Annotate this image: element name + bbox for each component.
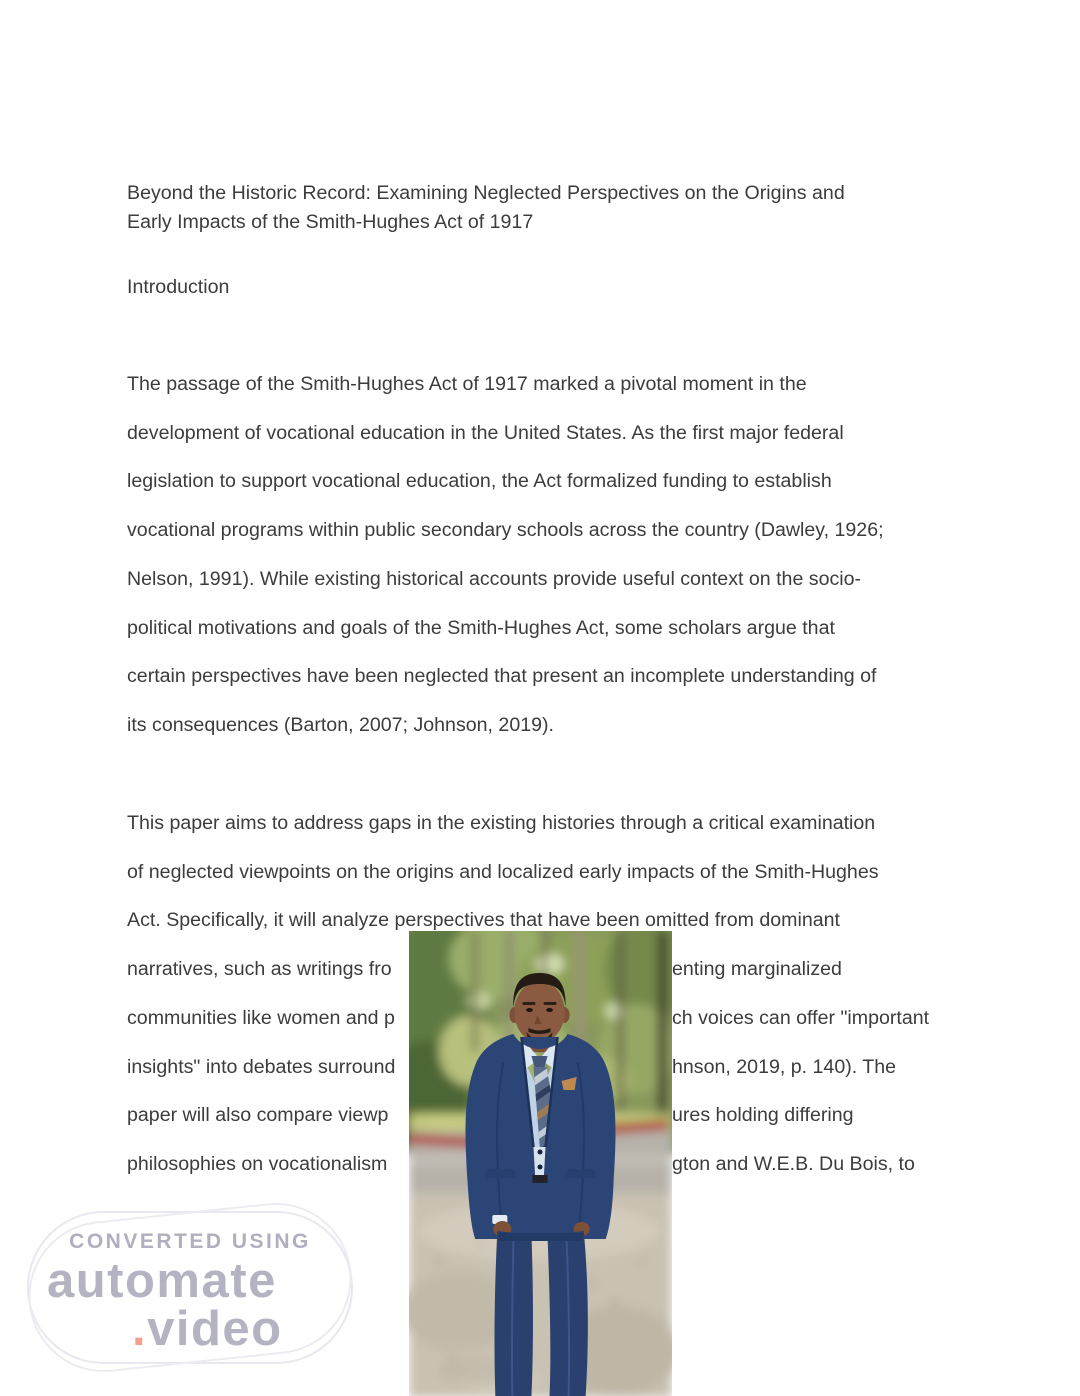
title-line-1: Beyond the Historic Record: Examining Neglected Perspectives on the Origins and — [127, 182, 845, 204]
portrait-photo — [409, 931, 672, 1396]
watermark-tld: video — [147, 1302, 283, 1356]
text-fragment-right: ch voices can offer "important — [672, 1006, 930, 1029]
text-fragment-left: insights" into debates surround — [127, 1055, 396, 1078]
watermark-brand-automate: automate — [47, 1254, 277, 1308]
text-fragment-right: enting marginalized — [672, 958, 842, 981]
text-line: The passage of the Smith-Hughes Act of 1917 marked a pivotal moment in the — [127, 372, 807, 395]
section-heading: Introduction — [127, 276, 230, 298]
watermark-badge — [27, 1211, 353, 1364]
text-line: vocational programs within public secondary schools across the country (Dawley, 1926; — [127, 519, 884, 542]
portrait-photo-illustration — [409, 931, 672, 1396]
text-line: legislation to support vocational education, the Act formalized funding to establish — [127, 470, 832, 493]
watermark-converted-using-label: CONVERTED USING — [69, 1230, 311, 1253]
text-line: Nelson, 1991). While existing historical accounts provide useful context on the socio- — [127, 567, 862, 590]
text-fragment-left: narratives, such as writings fro — [127, 958, 392, 981]
text-fragment-right: gton and W.E.B. Du Bois, to — [672, 1153, 915, 1176]
text-line: This paper aims to address gaps in the existing histories through a critical examination — [127, 811, 876, 834]
text-fragment-right: ures holding differing — [672, 1104, 854, 1127]
paragraph-1 — [127, 360, 972, 750]
text-line: political motivations and goals of the Smith-Hughes Act, some scholars argue that — [127, 616, 835, 639]
text-line: of neglected viewpoints on the origins and localized early impacts of the Smith-Hughes — [127, 860, 879, 883]
watermark-dot: . — [132, 1302, 148, 1356]
text-line: Act. Specifically, it will analyze perspectives that have been omitted from dominant — [127, 909, 840, 932]
text-line: certain perspectives have been neglected that present an incomplete understanding of — [127, 665, 877, 688]
text-fragment-left: communities like women and p — [127, 1006, 395, 1029]
text-line: development of vocational education in the United States. As the first major federal — [127, 421, 844, 444]
watermark-brand-video — [132, 1301, 283, 1357]
text-fragment-right: hnson, 2019, p. 140). The — [672, 1055, 897, 1078]
text-fragment-left: philosophies on vocationalism — [127, 1153, 388, 1176]
text-fragment-left: paper will also compare viewp — [127, 1104, 389, 1127]
text-line: its consequences (Barton, 2007; Johnson, 2019). — [127, 714, 554, 737]
title-line-2: Early Impacts of the Smith-Hughes Act of 1917 — [127, 211, 534, 233]
document-title — [127, 179, 845, 237]
